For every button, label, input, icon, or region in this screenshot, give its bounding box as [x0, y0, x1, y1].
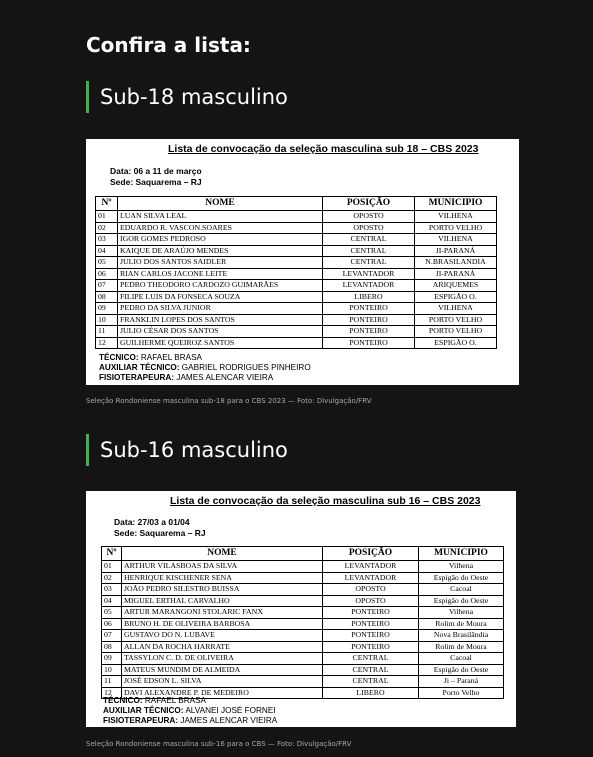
player-name: PEDRO DA SILVA JUNIOR	[118, 303, 323, 315]
player-position: LEVANTADOR	[323, 268, 415, 280]
row-number: 02	[102, 572, 122, 584]
row-number: 09	[96, 303, 118, 315]
player-name: ALLAN DA ROCHA HARRATE	[122, 641, 323, 653]
staff-list	[99, 353, 311, 383]
player-position: CENTRAL	[323, 234, 415, 246]
player-name: PEDRO THEODORO CARDOZO GUIMARÃES	[118, 280, 323, 292]
doc-date: Data: 06 a 11 de março	[110, 166, 202, 176]
staff-line	[99, 363, 311, 373]
table-row	[96, 303, 497, 315]
staff-line	[99, 373, 311, 383]
row-number: 03	[102, 584, 122, 596]
player-city: Vilhena	[419, 561, 504, 573]
player-name: LUAN SILVA LEAL	[118, 211, 323, 223]
staff-line	[99, 353, 311, 363]
player-name: MATEUS MUNDIM DE ALMEIDA	[122, 664, 323, 676]
player-name: ARTHUR VILASBOAS DA SILVA	[122, 561, 323, 573]
player-city: Espigão do Oeste	[419, 664, 504, 676]
table-row	[96, 245, 497, 257]
staff-role: AUXILIAR TÉCNICO:	[99, 363, 180, 372]
player-position: OPOSTO	[323, 595, 419, 607]
column-header: Nº	[96, 197, 118, 211]
player-name: MIGUEL ERTHAL CARVALHO	[122, 595, 323, 607]
table-row	[102, 630, 504, 642]
player-city: VILHENA	[415, 234, 497, 246]
player-position: OPOSTO	[323, 222, 415, 234]
player-city: Ji – Paraná	[419, 676, 504, 688]
roster-table	[101, 546, 504, 699]
player-name: GUSTAVO DO N. LUBAVE	[122, 630, 323, 642]
player-name: ARTUR MARANGONI STOLARIC FANX	[122, 607, 323, 619]
player-city: ESPIGÃO O.	[415, 291, 497, 303]
row-number: 07	[96, 280, 118, 292]
column-header: POSIÇÃO	[323, 197, 415, 211]
player-position: LEVANTADOR	[323, 280, 415, 292]
player-city: PORTO VELHO	[415, 222, 497, 234]
player-city: N.BRASILANDIA	[415, 257, 497, 269]
player-city: Nova Brasilândia	[419, 630, 504, 642]
row-number: 12	[96, 337, 118, 349]
player-name: GUILHERME QUEIROZ SANTOS	[118, 337, 323, 349]
player-name: FRANKLIN LOPES DOS SANTOS	[118, 314, 323, 326]
table-row	[102, 618, 504, 630]
staff-name: JAMES ALENCAR VIEIRA	[180, 716, 278, 725]
player-position: PONTEIRO	[323, 337, 415, 349]
player-position: LIBERO	[323, 687, 419, 699]
table-row	[102, 584, 504, 596]
table-row	[96, 234, 497, 246]
player-city: Rolim de Moura	[419, 618, 504, 630]
staff-role: TÉCNICO:	[99, 353, 139, 362]
row-number: 12	[102, 687, 122, 699]
row-number: 01	[102, 561, 122, 573]
row-number: 05	[96, 257, 118, 269]
staff-name: JAMES ALENCAR VIEIRA	[176, 373, 274, 382]
row-number: 10	[96, 314, 118, 326]
table-header-row	[96, 197, 497, 211]
player-position: CENTRAL	[323, 676, 419, 688]
table-row	[96, 291, 497, 303]
row-number: 06	[96, 268, 118, 280]
player-name: JULIO DOS SANTOS SAIDLER	[118, 257, 323, 269]
table-row	[96, 326, 497, 338]
row-number: 07	[102, 630, 122, 642]
player-position: OPOSTO	[323, 211, 415, 223]
player-name: IGOR GOMES PEDROSO	[118, 234, 323, 246]
staff-name: ALVANEI JOSÉ FORNEI	[185, 706, 276, 715]
table-row	[102, 676, 504, 688]
doc-title: Lista de convocação da seleção masculina sub 16 – CBS 2023	[170, 495, 481, 507]
staff-role: AUXILIAR TÉCNICO:	[103, 706, 184, 715]
staff-role: FISIOTERAPEURA:	[103, 716, 179, 725]
player-city: Vilhena	[419, 607, 504, 619]
player-name: RIAN CARLOS JACONE LEITE	[118, 268, 323, 280]
player-position: PONTEIRO	[323, 630, 419, 642]
table-row	[102, 653, 504, 665]
player-position: PONTEIRO	[323, 314, 415, 326]
player-name: HENRIQUE KISCHENER SENA	[122, 572, 323, 584]
player-city: JI-PARANÁ	[415, 245, 497, 257]
staff-role: TÉCNICO:	[103, 696, 143, 705]
table-row	[96, 222, 497, 234]
player-name: JOSÉ EDSON L. SILVA	[122, 676, 323, 688]
row-number: 11	[96, 326, 118, 338]
player-city: Porto Velho	[419, 687, 504, 699]
player-position: LEVANTADOR	[323, 561, 419, 573]
player-position: CENTRAL	[323, 245, 415, 257]
doc-title: Lista de convocação da seleção masculina sub 18 – CBS 2023	[168, 143, 479, 155]
table-row	[102, 561, 504, 573]
table-row	[96, 337, 497, 349]
staff-role: FISIOTERAPEURA:	[99, 373, 175, 382]
player-position: PONTEIRO	[323, 618, 419, 630]
player-city: PORTO VELHO	[415, 326, 497, 338]
player-city: ESPIGÃO O.	[415, 337, 497, 349]
staff-line	[103, 706, 277, 716]
player-position: CENTRAL	[323, 664, 419, 676]
row-number: 04	[102, 595, 122, 607]
staff-name: RAFAEL BRASA	[144, 696, 206, 705]
row-number: 05	[102, 607, 122, 619]
player-position: LIBERO	[323, 291, 415, 303]
player-city: JI-PARANÁ	[415, 268, 497, 280]
staff-name: RAFAEL BRASA	[140, 353, 202, 362]
staff-name: GABRIEL RODRIGUES PINHEIRO	[181, 363, 311, 372]
image-caption: Seleção Rondoniense masculina sub-16 para o CBS — Foto: Divulgação/FRV	[86, 740, 352, 748]
player-city: Cacoal	[419, 653, 504, 665]
staff-line	[103, 716, 277, 726]
player-name: FILIPE LUIS DA FONSECA SOUZA	[118, 291, 323, 303]
player-position: PONTEIRO	[323, 607, 419, 619]
table-row	[96, 268, 497, 280]
player-position: OPOSTO	[323, 584, 419, 596]
page-heading: Confira a lista:	[86, 33, 251, 57]
row-number: 11	[102, 676, 122, 688]
table-header-row	[102, 547, 504, 561]
column-header: NOME	[122, 547, 323, 561]
table-row	[102, 607, 504, 619]
player-city: VILHENA	[415, 303, 497, 315]
table-row	[102, 572, 504, 584]
section-title-sub16: Sub-16 masculino	[86, 434, 288, 466]
row-number: 06	[102, 618, 122, 630]
roster-image-sub16	[86, 491, 516, 727]
table-row	[96, 314, 497, 326]
roster-table	[95, 196, 497, 349]
table-row	[102, 641, 504, 653]
doc-date: Data: 27/03 a 01/04	[114, 517, 190, 527]
player-name: EDUARDO R. VASCON.SOARES	[118, 222, 323, 234]
player-position: LEVANTADOR	[323, 572, 419, 584]
row-number: 08	[102, 641, 122, 653]
row-number: 09	[102, 653, 122, 665]
player-city: Espigão do Oeste	[419, 572, 504, 584]
player-name: JULIO CÉSAR DOS SANTOS	[118, 326, 323, 338]
player-position: PONTEIRO	[323, 326, 415, 338]
player-city: VILHENA	[415, 211, 497, 223]
player-position: PONTEIRO	[323, 303, 415, 315]
column-header: POSIÇÃO	[323, 547, 419, 561]
row-number: 10	[102, 664, 122, 676]
row-number: 08	[96, 291, 118, 303]
player-position: CENTRAL	[323, 257, 415, 269]
table-row	[96, 280, 497, 292]
column-header: Nº	[102, 547, 122, 561]
player-name: JOÃO PEDRO SILESTRO BUISSA	[122, 584, 323, 596]
player-city: Espigão do Oeste	[419, 595, 504, 607]
section-title-sub18: Sub-18 masculino	[86, 81, 288, 113]
table-row	[102, 595, 504, 607]
player-name: KAIQUE DE ARAÚJO MENDES	[118, 245, 323, 257]
player-position: CENTRAL	[323, 653, 419, 665]
doc-venue: Sede: Saquarema – RJ	[110, 177, 202, 187]
row-number: 03	[96, 234, 118, 246]
table-row	[96, 257, 497, 269]
staff-line	[103, 696, 277, 706]
column-header: NOME	[118, 197, 323, 211]
doc-venue: Sede: Saquarema – RJ	[114, 528, 206, 538]
player-city: ARIQUEMES	[415, 280, 497, 292]
column-header: MUNICIPIO	[415, 197, 497, 211]
player-position: PONTEIRO	[323, 641, 419, 653]
staff-list	[103, 696, 277, 726]
roster-image-sub18	[86, 139, 519, 385]
player-name: DAVI ALEXANDRE P. DE MEDEIRO	[122, 687, 323, 699]
table-row	[96, 211, 497, 223]
row-number: 02	[96, 222, 118, 234]
image-caption: Seleção Rondoniense masculina sub-18 para o CBS 2023 — Foto: Divulgação/FRV	[86, 397, 372, 405]
player-name: TASSYLON C. D. DE OLIVEIRA	[122, 653, 323, 665]
player-city: PORTO VELHO	[415, 314, 497, 326]
player-city: Cacoal	[419, 584, 504, 596]
column-header: MUNICIPIO	[419, 547, 504, 561]
row-number: 01	[96, 211, 118, 223]
player-name: BRUNO H. DE OLIVEIRA BARBOSA	[122, 618, 323, 630]
player-city: Rolim de Moura	[419, 641, 504, 653]
table-row	[102, 664, 504, 676]
row-number: 04	[96, 245, 118, 257]
